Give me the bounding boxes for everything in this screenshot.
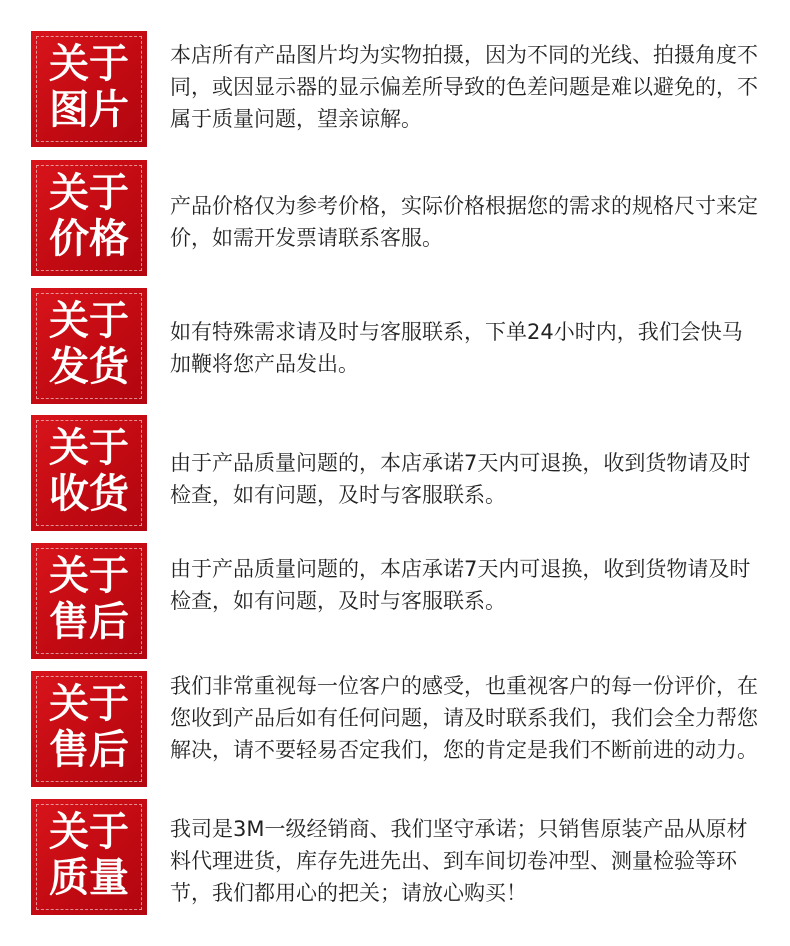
section-description: 如有特殊需求请及时与客服联系，下单24小时内，我们会快马加鞭将您产品发出。: [170, 320, 743, 376]
section-description: 本店所有产品图片均为实物拍摄，因为不同的光线、拍摄角度不同，或因显示器的显示偏差所导致的色差问题是难以避免的，不属于质量问题，望亲谅解。: [170, 43, 758, 131]
badge-title-line1: 关于: [49, 681, 129, 727]
section-badge: [31, 288, 147, 404]
section-description: 由于产品质量问题的，本店承诺7天内可退换，收到货物请及时检查，如有问题，及时与客服联系。: [170, 557, 751, 613]
section-description: 产品价格仅为参考价格，实际价格根据您的需求的规格尺寸来定价，如需开发票请联系客服。: [170, 194, 758, 250]
badge-title-line2: 质量: [49, 855, 129, 901]
section-badge: [31, 160, 147, 276]
section-badge: [31, 671, 147, 787]
badge-title-line2: 收货: [49, 471, 129, 517]
section-badge: [31, 415, 147, 531]
section-badge: [31, 31, 147, 147]
badge-title-line1: 关于: [49, 809, 129, 855]
badge-title-line1: 关于: [49, 298, 129, 344]
badge-title-line1: 关于: [49, 553, 129, 599]
section-badge: [31, 543, 147, 659]
section-description: 由于产品质量问题的，本店承诺7天内可退换，收到货物请及时检查，如有问题，及时与客服联系。: [170, 451, 751, 507]
badge-title-line2: 售后: [49, 599, 129, 645]
section-description: 我们非常重视每一位客户的感受，也重视客户的每一份评价，在您收到产品后如有任何问题，请及时联系我们，我们会全力帮您解决，请不要轻易否定我们，您的肯定是我们不断前进的动力。: [170, 674, 758, 762]
section-description: 我司是3M一级经销商、我们坚守承诺；只销售原装产品从原材料代理进货，库存先进先出、到车间切卷冲型、测量检验等环节，我们都用心的把关；请放心购买！: [170, 817, 748, 905]
badge-title-line2: 价格: [49, 216, 129, 262]
badge-title-line1: 关于: [49, 170, 129, 216]
badge-title-line1: 关于: [49, 425, 129, 471]
section-badge: [31, 799, 147, 915]
badge-title-line1: 关于: [49, 41, 129, 87]
badge-title-line2: 售后: [49, 727, 129, 773]
badge-title-line2: 发货: [49, 344, 129, 390]
badge-title-line2: 图片: [49, 87, 129, 133]
